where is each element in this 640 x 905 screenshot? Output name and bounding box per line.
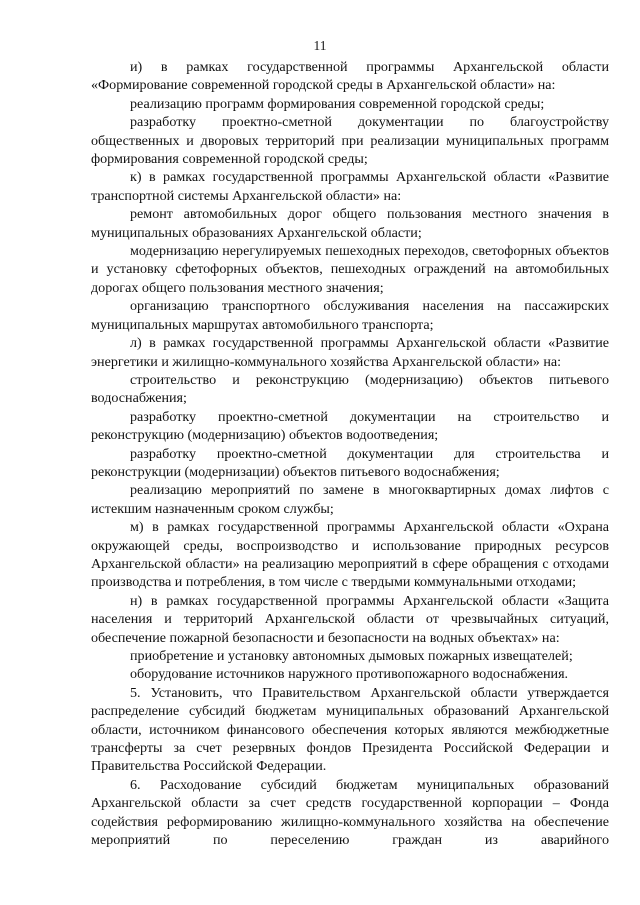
paragraph-l: л) в рамках государственной программы Архангельской области «Развитие энергетики и жилищно-коммунального хозяйства Архангельской области» на: <box>91 335 609 370</box>
paragraph-5: 5. Установить, что Правительством Архангельской области утверждается распределение субсидий бюджетам муниципальных образований Архангельской области, источником финансового обеспечения которых являются межбюджетные трансферты за счет резервных фондов Президента Российской Федерации и Правительства Российской Федерации. <box>91 684 609 775</box>
paragraph-6: 6. Расходование субсидий бюджетам муниципальных образований Архангельской области за счет средств государственной корпорации – Фонда содействия реформированию жилищно-коммунального хозяйства на обеспечение мероприятий по переселению граждан из аварийного <box>91 776 609 849</box>
paragraph-i: и) в рамках государственной программы Архангельской области «Формирование современной городской среды в Архангельской области» на: <box>91 59 609 94</box>
paragraph-i-1: реализацию программ формирования современной городской среды; <box>130 95 545 112</box>
paragraph-l-4: реализацию мероприятий по замене в многоквартирных домах лифтов с истекшим назначенным сроком службы; <box>91 482 609 517</box>
paragraph-l-2: разработку проектно-сметной документации на строительство и реконструкцию (модернизацию) объектов водоотведения; <box>91 408 609 444</box>
paragraph-k-3: организацию транспортного обслуживания населения на пассажирских муниципальных маршрутах автомобильного транспорта; <box>91 298 609 333</box>
paragraph-i-2: разработку проектно-сметной документации по благоустройству общественных и дворовых территорий при реализации муниципальных программ формирования современной городской среды; <box>91 114 609 168</box>
paragraph-l-3: разработку проектно-сметной документации для строительства и реконструкции (модернизации) объектов питьевого водоснабжения; <box>91 445 609 480</box>
paragraph-n-1: приобретение и установку автономных дымовых пожарных извещателей; <box>130 648 573 664</box>
page-number: 11 <box>313 38 327 53</box>
paragraph-m: м) в рамках государственной программы Архангельской области «Охрана окружающей среды, воспроизводство и использование природных ресурсов Архангельской области» на реализацию мероприятий в сфере обращения с отходами производства и потребления, в том числе с твердыми коммунальными отходами; <box>91 519 609 591</box>
paragraph-n-2: оборудование источников наружного противопожарного водоснабжения. <box>130 666 569 683</box>
document-body <box>91 58 609 849</box>
paragraph-k-1: ремонт автомобильных дорог общего пользования местного значения в муниципальных образованиях Архангельской области; <box>91 206 609 241</box>
paragraph-n: н) в рамках государственной программы Архангельской области «Защита населения и территорий Архангельской области от чрезвычайных ситуаций, обеспечение пожарной безопасности и безопасности на водных объектах» на: <box>91 592 609 646</box>
paragraph-k: к) в рамках государственной программы Архангельской области «Развитие транспортной системы Архангельской области» на: <box>91 169 609 204</box>
paragraph-k-2: модернизацию нерегулируемых пешеходных переходов, светофорных объектов и установку сфетофорных объектов, пешеходных ограждений на автомобильных дорогах общего пользования местного значения; <box>91 243 609 296</box>
paragraph-l-1: строительство и реконструкцию (модернизацию) объектов питьевого водоснабжения; <box>91 371 609 407</box>
